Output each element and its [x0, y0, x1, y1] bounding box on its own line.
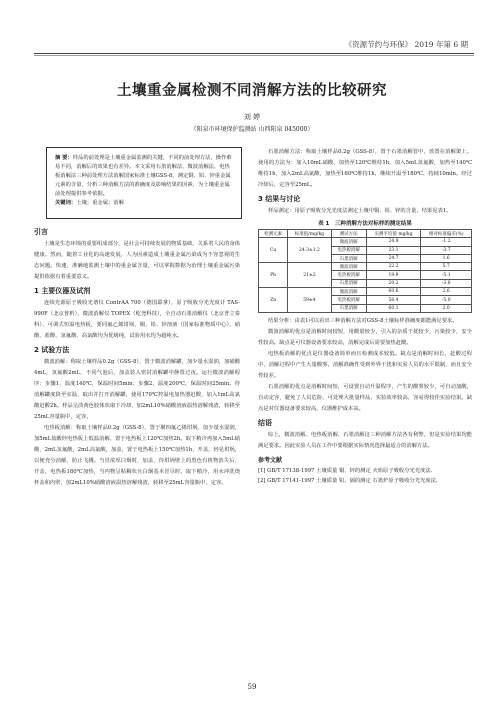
method-cell: 微波消解	[331, 263, 366, 271]
rsd-cell: -5.0	[421, 296, 472, 304]
mean-cell: 24.7	[366, 254, 421, 262]
abstract-text: 样品的前处理是土壤重金属监测的关键，不同的前处理方法，操作难易不同，消解后的效果也有差异。本文采用石墨消解法、微波消解法、电热板消解法三种前处理方法消解国家标准土壤GSS-8，测定铜、铅、锌重金属元素的含量，分析三种消解方法的准确度及影响结果的因素，为土壤重金属前处理提供参考依据。	[55, 155, 232, 197]
conclusion-paragraph: 综上，微波消解、电热板消解、石墨消解这三种消解方法各有利弊，但是实验结果均能满足要求。因此实验人员在工作中要根据实际情况选择最适合的消解方法。	[258, 431, 472, 449]
page-number: 59	[247, 683, 257, 691]
mean-cell: 22.2	[366, 263, 421, 271]
table-caption: 表 1 三种消解方法对标样的测定结果	[318, 221, 412, 227]
rsd-cell: 2.6	[421, 288, 472, 296]
section-1-heading: 1 主要仪器及试剂	[34, 287, 91, 295]
table-row	[259, 263, 472, 271]
graphite-discussion: 石墨消解的优点是消解时间短，可设置自动升温程序，产生的酸雾较少，可自动加酸，自动定容，避免了人员危险，可处理大批量样品，实验效率较高，容易得较佳实验结果。缺点是对仪器设备要求较高，仪器维护成本高。	[258, 383, 472, 412]
reference-item: [2] GB/T 17141-1997 土壤质量 铅、镉的测定 石墨炉原子吸收分光光度法.	[258, 477, 438, 484]
mean-cell: 56.4	[366, 296, 421, 304]
keywords-text: 土壤；重金属；消解	[76, 200, 124, 206]
microwave-paragraph: 微波消解：称取土壤样品0.2g（GSS-8），置于微波消解罐，加少量水湿润，加硝酸4mL，氢氟酸2mL，不同气泡后，加盖装入密封消解罐中静置过夜。运行微波消解程序：步骤1，温度140℃，保温时间5min；步骤2，温度200℃，保温时间25min。待消解罐度降至室温，取出并打开消解罐，使用170℃控温电加热器赶酸，加入1mL高氯酸赶酸2h。样品呈淡黄色胶体状取下冷却，加2mL10%硝酸溶液温热溶解残渣，转移至25mL容量瓶中，定容。	[34, 359, 240, 420]
references-heading: 参考文献	[258, 456, 283, 464]
element-cell: Zn	[259, 288, 288, 313]
abstract-paragraph	[55, 154, 233, 199]
section-2-heading: 2 试验方法	[34, 346, 70, 354]
table-row	[259, 238, 472, 246]
header-rule-thin	[34, 55, 474, 56]
mean-cell: 20.2	[366, 279, 421, 287]
mean-cell: 60.1	[366, 304, 421, 312]
mean-cell: 60.6	[366, 288, 421, 296]
section-3-heading: 3 结果与讨论	[258, 195, 301, 203]
method-cell: 微波消解	[331, 238, 366, 246]
abstract-box	[46, 147, 242, 219]
section-3-paragraph: 样品测定：用原子吸收分光光度法测定土壤中铜、铅、锌的含量，结果见表1。	[268, 208, 452, 214]
rsd-cell: 5.7	[421, 263, 472, 271]
mean-cell: 24.9	[366, 238, 421, 246]
affiliation: （阳泉市环境保护监测站 山西阳泉 045000）	[190, 126, 314, 133]
reference-item: [1] GB/T 17138-1997 土壤质量 铜、锌的测定 火焰原子吸收分光光度法.	[258, 467, 433, 474]
method-cell: 微波消解	[331, 288, 366, 296]
paper-title: 土壤重金属检测不同消解方法的比较研究	[117, 83, 387, 99]
left-column	[34, 227, 240, 489]
element-cell: Pb	[259, 263, 288, 288]
method-cell: 石墨消解	[331, 304, 366, 312]
header-rule	[34, 53, 474, 54]
header-cell: 检测元素	[259, 230, 288, 238]
results-table	[258, 229, 472, 313]
result-analysis-paragraph: 结果分析：由表1可以看出三种消解方法对GSS-8土壤标样准确度都能满足要求。	[268, 317, 458, 324]
microwave-discussion: 微波消解的优点是消解时间较短，用酸量较少，引入的杂质干扰较少，污染较少，安全性较高。缺点是可仪器设备要求较高，消解完成后需要加热赶酸。	[258, 328, 472, 346]
rsd-cell: -3.8	[421, 279, 472, 287]
method-cell: 电热板消解	[331, 271, 366, 279]
intro-paragraph: 土壤是生态环境的重要组成部分，是社会可持续发展的物质基础，关系着人民的身体健康。然而，随着工业化的高速发展，人为因素造成土壤重金属污染成为不容忽视的生态问题。快速、准确地监测土壤中的重金属含量，可以掌握数据为治理土壤重金属污染提供依据有着重要意义。	[34, 241, 240, 280]
header-cell: 测试方法	[331, 230, 366, 238]
standard-value-cell: 59±4	[288, 288, 332, 313]
method-cell: 石墨消解	[331, 254, 366, 262]
mean-cell: 19.9	[366, 271, 421, 279]
method-cell: 电热板消解	[331, 296, 366, 304]
right-column	[258, 147, 472, 486]
author: 刘 婷	[243, 113, 261, 121]
rsd-cell: 1.6	[421, 254, 472, 262]
method-cell: 电热板消解	[331, 246, 366, 254]
element-cell: Cu	[259, 238, 288, 263]
mean-cell: 23.1	[366, 246, 421, 254]
abstract-label: 摘 要：	[55, 155, 73, 161]
keywords-line	[55, 199, 233, 208]
keywords-label: 关键词：	[55, 200, 77, 206]
table-row	[259, 288, 472, 296]
graphite-paragraph: 石墨消解方法：称取土壤样品0.2g（GSS-8），置于石墨消解管中，放置在消解架上。使用的方法为：加入10mL硝酸，加热至120℃维持1h，加入5mL氢氟酸，加热至140℃维持1h，加入2mL高氯酸，加热至160℃维持1h，继续升温至180℃，持续10min。经过冷却后，定容至25mL。	[258, 149, 472, 188]
conclusion-heading: 结语	[258, 418, 272, 427]
header-cell: 相对标准偏差(%)	[421, 230, 472, 238]
journal-header: 《资源节约与环保》 2019 年第 6 期	[344, 40, 468, 49]
method-cell: 石墨消解	[331, 279, 366, 287]
standard-value-cell: 24.3±1.2	[288, 238, 332, 263]
standard-value-cell: 21±2	[288, 263, 332, 288]
rsd-cell: -3.7	[421, 246, 472, 254]
rsd-cell: 2.0	[421, 304, 472, 312]
section-1-paragraph: 连续光源原子吸收光谱仪 ContrAA 700（德国耶拿），原子吸收分光光度计 TAS-990F（北京普析），微波消解仪 TOPEX（屹尧科技），全自动石墨消解仪（北京普立泰科），可调式恒温电热板，要同氟乙烯坩埚，铜、铅、锌溶液（国家标准物质中心），硝酸、盐酸、氢氟酸、高氯酸均为优级纯，试验用水均为超纯水。	[34, 300, 240, 339]
rsd-cell: -1.2	[421, 238, 472, 246]
header-cell: 标准值/mg/kg	[288, 230, 332, 238]
table-header-row	[259, 230, 472, 238]
header-cell: 实测平均值 mg/kg	[366, 230, 421, 238]
hotplate-discussion: 电热板消解的优点是仪器设备简单而且检测成本较低。缺点是消解时间长，赶酸过程中，消解过程中产生大量酸雾，消解准确性受到外界干扰和实验人员的水平限制，而且安全性较差。	[258, 350, 472, 379]
intro-heading: 引言	[34, 228, 48, 236]
hotplate-paragraph: 电热板消解：称取土壤样品0.2g（GSS-8），置于聚四氟乙烯坩埚，加少量水湿润，加5mL盐酸经电热板上低温消解，置于电热板上120℃加热2h。取下稍冷再加入5mL硝酸，2mL氢氟酸，2mL高氯酸，加盖，置于电热板上150℃加热1h，开盖，轻晃坩埚，以便充分消解，防止飞溅。当冒浓厚白烟时，加盖，待坩埚壁上的黑色有机物消失后，开盖，电热板180℃加热，当内物呈粘稠状且白烟基本冒尽时，取下稍冷，用水冲洗烧杯盖和内壁，加2mL10%硝酸溶液温热溶解残渣，转移至25mL容量瓶中，定容。	[34, 425, 240, 486]
rsd-cell: -5.1	[421, 271, 472, 279]
